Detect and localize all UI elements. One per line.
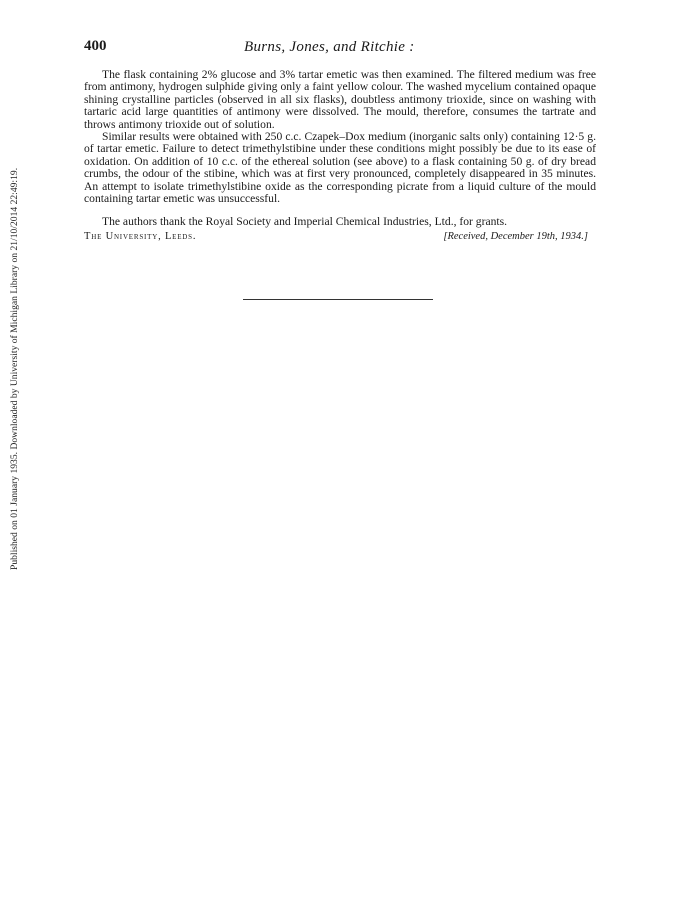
page-number: 400 (84, 38, 107, 54)
end-rule (243, 299, 433, 300)
running-title: Burns, Jones, and Ritchie : (244, 39, 415, 55)
page-header (84, 38, 596, 62)
download-notice-text: Published on 01 January 1935. Downloaded by University of Michigan Library on 21/10/2014 22:49:19. (9, 167, 20, 570)
download-notice (0, 0, 18, 600)
signature-line (84, 231, 596, 247)
acknowledgement: The authors thank the Royal Society and Imperial Chemical Industries, Ltd., for grants. (102, 215, 508, 229)
article-page (84, 38, 596, 247)
received-date: [Received, December 19th, 1934.] (443, 231, 588, 243)
article-body (84, 69, 596, 205)
affiliation: The University, Leeds. (84, 231, 197, 243)
paragraph-flask-results: The flask containing 2% glucose and 3% tartar emetic was then examined. The filtered medium was free from antimony, hydrogen sulphide giving only a faint yellow colour. The washed mycelium contained opaque shining crystalline particles (observed in all six flasks), doubtless antimony trioxide, since on washing with tartaric acid large quantities of antimony were dissolved. The mould, therefore, consumes the tartrate and throws antimony trioxide out of solution. (84, 68, 596, 131)
paragraph-czapek-dox: Similar results were obtained with 250 c.c. Czapek–Dox medium (inorganic salts only) containing 12·5 g. of tartar emetic. Failure to detect trimethylstibine under these conditions might possibly be due to its ease of oxidation. On addition of 10 c.c. of the ethereal solution (see above) to a flask containing 50 g. of dry bread crumbs, the odour of the stibine, which was at first very pronounced, completely disappeared in 35 minutes. An attempt to isolate trimethylstibine oxide as the corresponding picrate from a liquid culture of the mould containing tartar emetic was unsuccessful. (84, 130, 596, 206)
